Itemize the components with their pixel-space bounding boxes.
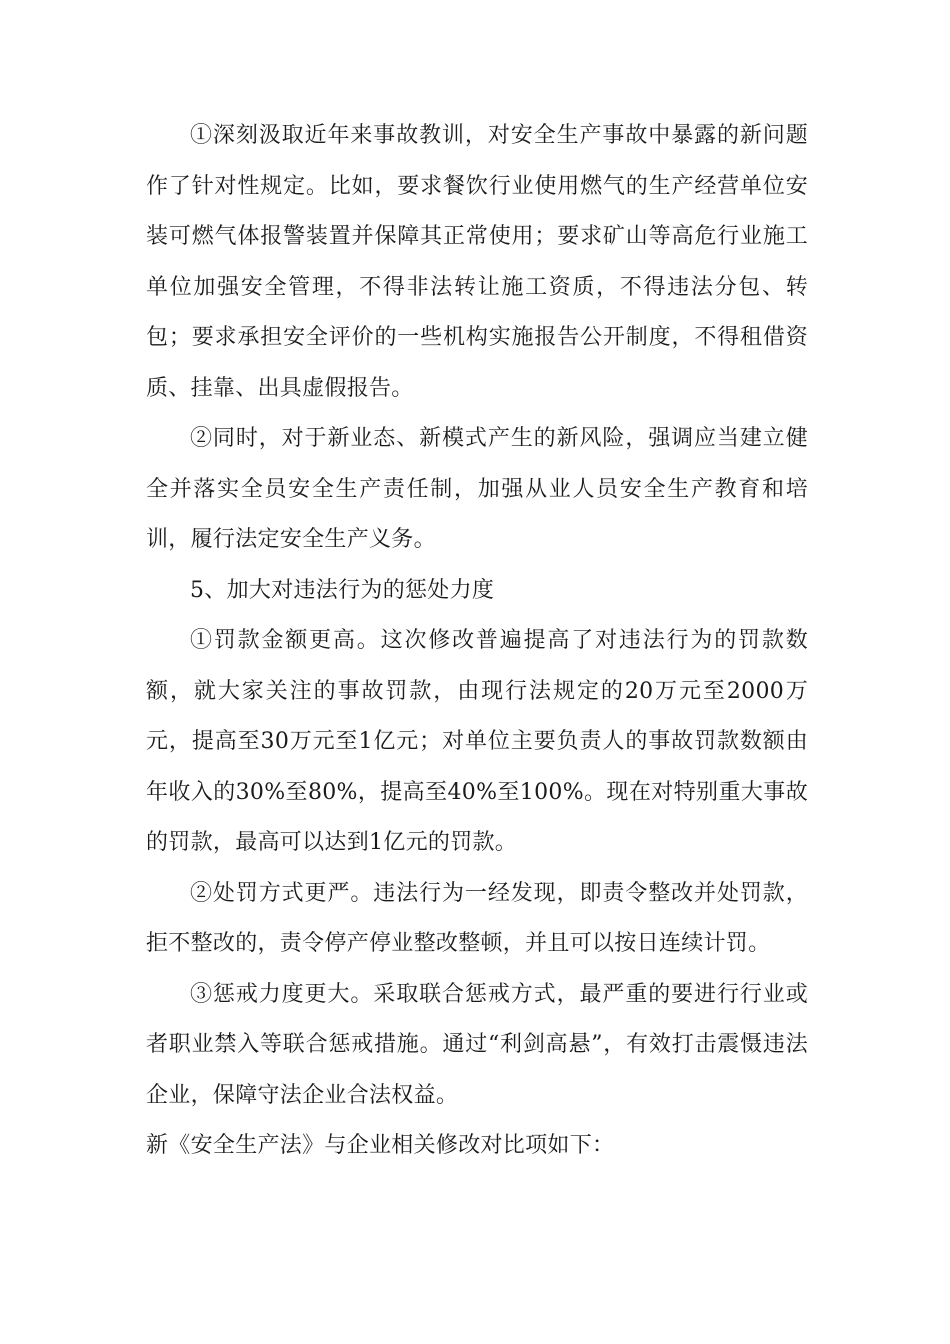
paragraph-stricter-penalties: ②处罚方式更严。违法行为一经发现，即责令整改并处罚款，拒不整改的，责令停产停业整改整顿，并且可以按日连续计罚。 — [146, 880, 808, 956]
paragraph-higher-fines: ①罚款金额更高。这次修改普遍提高了对违法行为的罚款数额，就大家关注的事故罚款，由现行法规定的20万元至2000万元，提高至30万元至1亿元；对单位主要负责人的事故罚款数额由年收入的30%至80%，提高至40%至100%。现在对特别重大事故的罚款，最高可以达到1亿元的罚款。 — [146, 628, 808, 855]
paragraph-lessons-learned: ①深刻汲取近年来事故教训，对安全生产事故中暴露的新问题作了针对性规定。比如，要求餐饮行业使用燃气的生产经营单位安装可燃气体报警装置并保障其正常使用；要求矿山等高危行业施工单位加强安全管理，不得非法转让施工资质，不得违法分包、转包；要求承担安全评价的一些机构实施报告公开制度，不得租借资质、挂靠、出具虚假报告。 — [146, 123, 808, 401]
paragraph-joint-punishment: ③惩戒力度更大。采取联合惩戒方式，最严重的要进行行业或者职业禁入等联合惩戒措施。通过“利剑高悬”，有效打击震慑违法企业，保障守法企业合法权益。 — [146, 981, 808, 1108]
document-body — [146, 111, 808, 1172]
paragraph-new-risks: ②同时，对于新业态、新模式产生的新风险，强调应当建立健全并落实全员安全生产责任制，加强从业人员安全生产教育和培训，履行法定安全生产义务。 — [146, 426, 808, 552]
section-heading-penalties: 5、加大对违法行为的惩处力度 — [190, 577, 495, 603]
paragraph-comparison-intro: 新《安全生产法》与企业相关修改对比项如下： — [146, 1133, 615, 1158]
